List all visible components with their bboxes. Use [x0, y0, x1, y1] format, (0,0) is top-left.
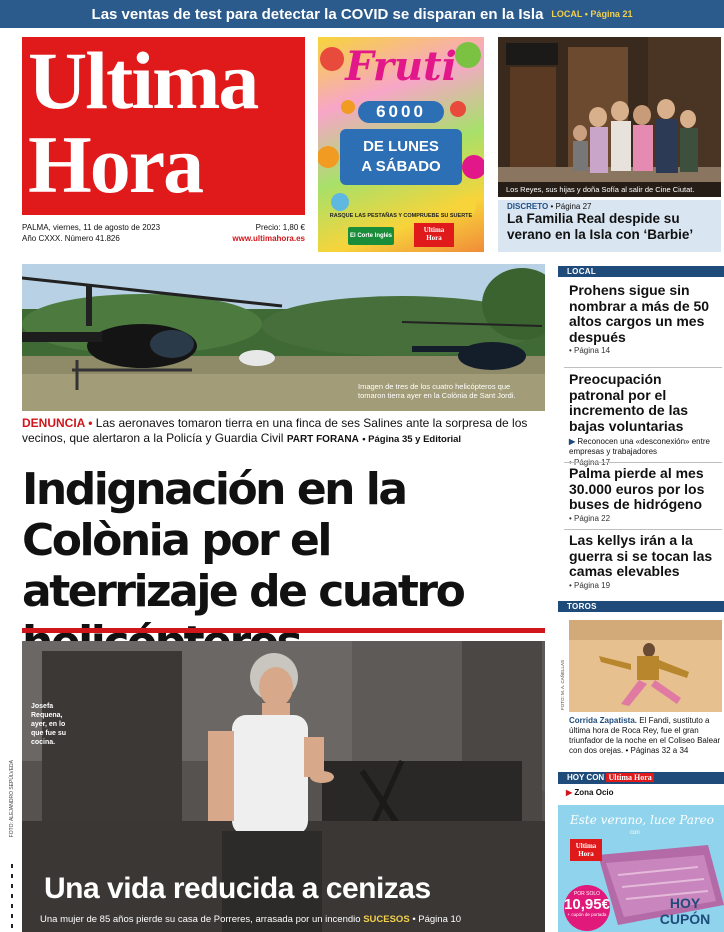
- divider: [564, 529, 722, 530]
- sidebar-page-ref: • Página 19: [569, 580, 611, 590]
- hoy-cupon: HOY CUPÓN: [659, 895, 711, 927]
- sidebar-story[interactable]: [569, 533, 719, 590]
- pareo-con: con: [630, 830, 640, 836]
- royal-photo-caption: Los Reyes, sus hijas y doña Sofía al salir de Cine Ciutat.: [498, 182, 721, 197]
- royal-photo-image: [498, 37, 721, 197]
- main-subhead: [22, 416, 548, 447]
- main-kicker: DENUNCIA •: [22, 416, 93, 430]
- zona-ocio-link[interactable]: ▶ Zona Ocio: [566, 788, 614, 797]
- main-page-ref: • Página 35 y Editorial: [362, 434, 462, 445]
- top-banner-section: LOCAL • Página 21: [551, 9, 633, 19]
- sidebar-page-ref: • Página 14: [569, 346, 611, 355]
- helicopter-photo[interactable]: [22, 264, 545, 411]
- sidebar-story[interactable]: [569, 372, 719, 467]
- sidebar-headline[interactable]: Las kellys irán a la guerra si se tocan las camas elevables: [569, 532, 713, 579]
- divider: [564, 462, 722, 463]
- sponsor-logo: El Corte Inglés: [348, 227, 394, 245]
- hoy-con-bar: HOY CON Ultima Hora: [558, 772, 724, 784]
- top-banner-headline[interactable]: Las ventas de test para detectar la COVID se disparan en la Isla: [91, 5, 544, 23]
- sidebar-story[interactable]: [569, 466, 719, 523]
- masthead-logo[interactable]: [22, 37, 305, 215]
- website-link[interactable]: www.ultimahora.es: [232, 234, 305, 243]
- toros-story[interactable]: [569, 716, 722, 756]
- royal-kicker: DISCRETO • Página 27: [507, 202, 592, 211]
- ultima-hora-small-logo: Ultima Hora: [414, 223, 454, 247]
- bullfight-photo[interactable]: [569, 620, 722, 712]
- helicopter-caption: Imagen de tres de los cuatro helicópteros que tomaron tierra ayer en la Colònia de Sant Jordi.: [358, 382, 516, 400]
- main-section: PART FORANA: [286, 434, 359, 445]
- fold-marks: [0, 860, 20, 932]
- dateline: [22, 222, 305, 252]
- sidebar-story[interactable]: [569, 283, 719, 355]
- sidebar-subtext: ▶ Reconocen una «desconexión» entre empresas y trabajadores: [569, 437, 710, 456]
- fruti-tagline: RASQUE LAS PESTAÑAS Y COMPRUEBE SU SUERTE: [329, 213, 473, 219]
- sidebar-headline[interactable]: Prohens sigue sin nombrar a más de 50 altos cargos un mes después: [569, 282, 710, 345]
- royal-headline[interactable]: La Familia Real despide su verano en la Isla con ‘Barbie’: [507, 211, 694, 242]
- pareo-price-badge: POR SOLO 10,95€ + cupón de portada: [564, 885, 610, 931]
- royal-story[interactable]: [498, 200, 721, 252]
- fruti-number: 6000: [358, 101, 444, 123]
- issue-date: PALMA, viernes, 11 de agosto de 2023: [22, 223, 161, 232]
- issue-number: Año CXXX. Número 41.826: [22, 234, 120, 243]
- fire-subhead: Una mujer de 85 años pierde su casa de Porreres, arrasada por un incendio SUCESOS • Página 10: [40, 914, 462, 925]
- sidebar-page-ref: • Página 22: [569, 513, 611, 523]
- sidebar-headline[interactable]: Preocupación patronal por el incremento de las bajas voluntarias: [569, 371, 689, 434]
- ultima-hora-small-logo: Ultima Hora: [570, 839, 602, 861]
- fire-photo-caption: Josefa Requena, ayer, en lo que fue su cocina.: [31, 703, 67, 746]
- fruti-logo: Fruti: [345, 43, 457, 90]
- divider: [564, 367, 722, 368]
- main-subhead-text: Las aeronaves tomaron tierra en una finca de ses Salines ante la sorpresa de los vecinos, que alertaron a la Policía y Guardia Civil: [22, 416, 528, 445]
- issue-price: Precio: 1,80 €: [255, 223, 305, 232]
- pareo-ad[interactable]: [558, 805, 724, 932]
- fruti-days: DE LUNES A SÁBADO: [340, 129, 462, 185]
- sidebar-headline[interactable]: Palma pierde al mes 30.000 euros por los buses de hidrógeno: [569, 465, 705, 512]
- toros-page-ref: • Páginas 32 a 34: [625, 746, 689, 755]
- section-label-local: LOCAL: [558, 266, 724, 277]
- pareo-slogan: Este verano, luce Pareo: [570, 813, 714, 827]
- masthead-word-2: Hora: [28, 119, 203, 210]
- toros-credit: FOTO: M. A. CAÑELLAS: [560, 660, 565, 710]
- royal-family-photo[interactable]: [498, 37, 721, 197]
- masthead-word-1: Ultima: [28, 35, 258, 126]
- top-banner[interactable]: [0, 0, 724, 28]
- main-headline[interactable]: Indignación en la Colònia por el aterrizaje de cuatro: [22, 464, 464, 617]
- fruti-ad[interactable]: [318, 37, 484, 252]
- toros-kicker: Corrida Zapatista.: [569, 716, 638, 725]
- section-label-toros: TOROS: [558, 601, 724, 612]
- triangle-icon: ▶: [566, 788, 573, 797]
- fire-headline[interactable]: Una vida reducida a cenizas: [44, 872, 431, 905]
- toros-text: El Fandi, sustituto a última hora de Roca Rey, fue el gran triunfador de la noche en el Coliseo Balear con dos orejas.: [569, 716, 721, 755]
- divider: [22, 628, 545, 633]
- bullfight-image: [569, 620, 722, 712]
- fire-photo-credit: FOTO: ALEJANDRO SEPÚLVEDA: [9, 760, 15, 838]
